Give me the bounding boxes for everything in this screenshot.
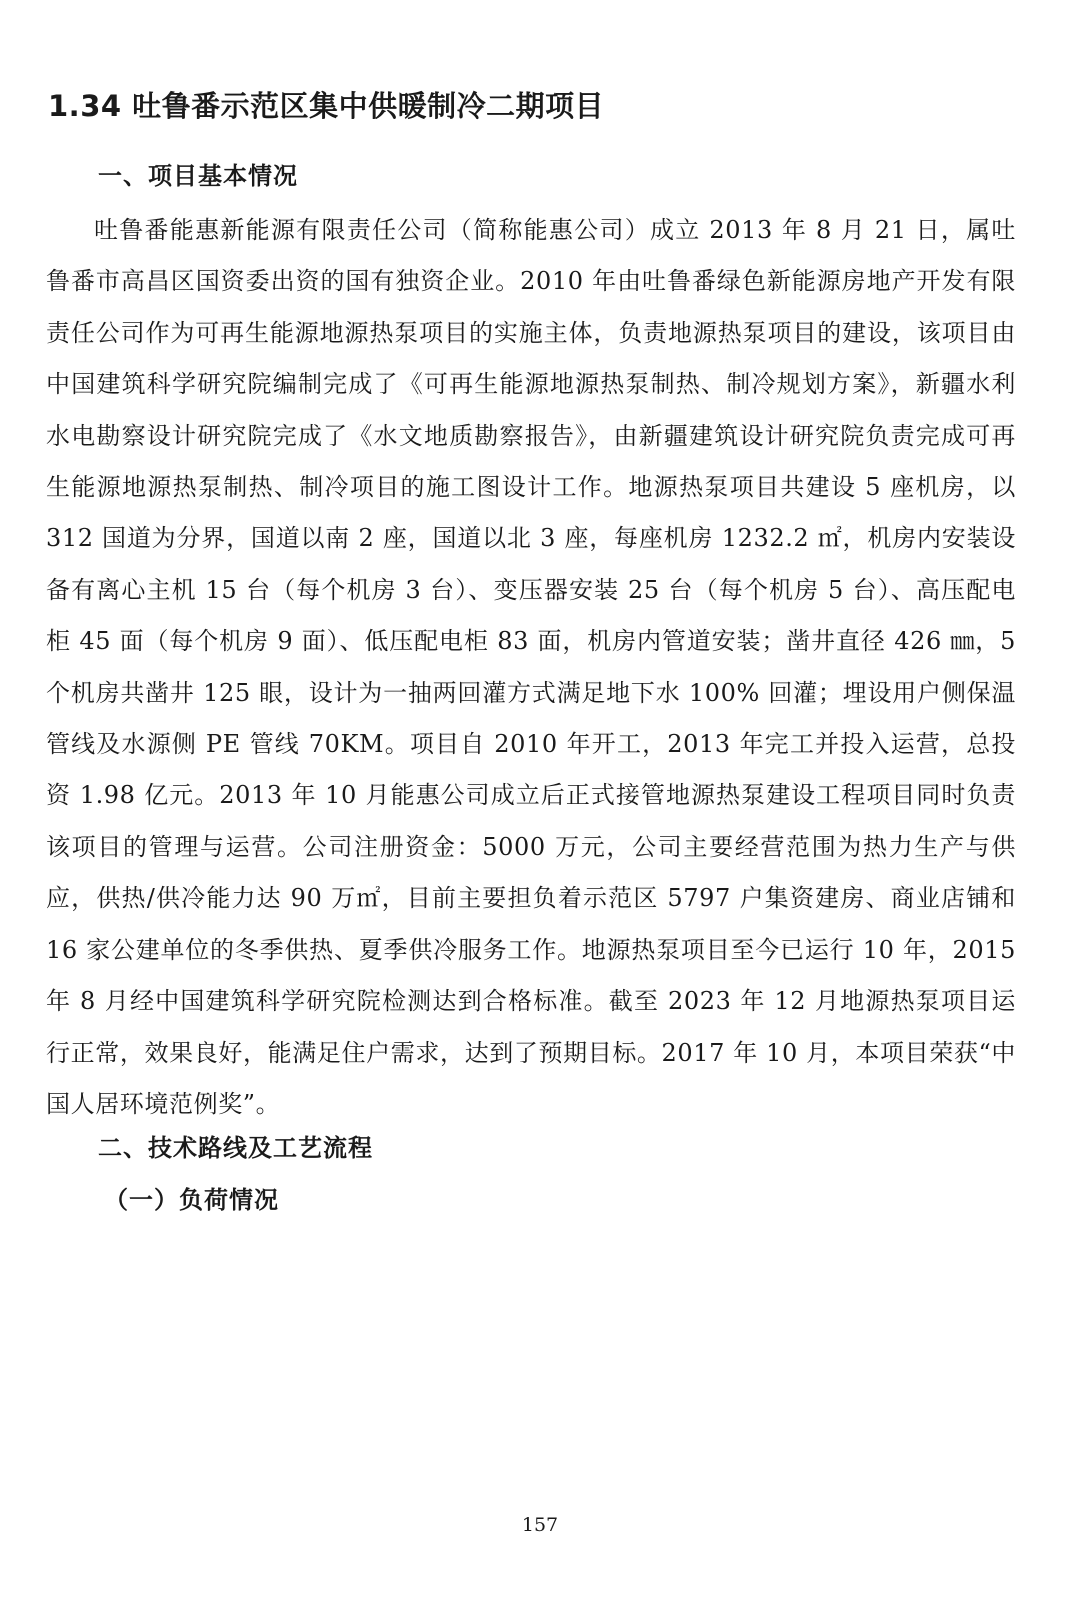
section-title: 1.34 吐鲁番示范区集中供暖制冷二期项目 bbox=[48, 89, 605, 123]
body-paragraph: 吐鲁番能惠新能源有限责任公司（简称能惠公司）成立 2013 年 8 月 21 日，属吐鲁番市高昌区国资委出资的国有独资企业。2010 年由吐鲁番绿色新能源房地产开发有限责任公司作为可再生能源地源热泵项目的实施主体，负责地源热泵项目的建设，该项目由中国建筑科学研究院编制完成了《可再生能源地源热泵制热、制冷规划方案》，新疆水利水电勘察设计研究院完成了《水文地质勘察报告》，由新疆建筑设计研究院负责完成可再生能源地源热泵制热、制冷项目的施工图设计工作。地源热泵项目共建设 5 座机房，以 312 国道为分界，国道以南 2 座，国道以北 3 座，每座机房 1232.2 ㎡，机房内安装设备有离心主机 15 台（每个机房 3 台）、变压器安装 25 台（每个机房 5 台）、高压配电柜 45 面（每个机房 9 面）、低压配电柜 83 面，机房内管道安装；凿井直径 426 ㎜，5 个机房共凿井 125 眼，设计为一抽两回灌方式满足地下水 100% 回灌；埋设用户侧保温管线及水源侧 PE 管线 70KM。项目自 2010 年开工，2013 年完工并投入运营，总投资 1.98 亿元。2013 年 10 月能惠公司成立后正式接管地源热泵建设工程项目同时负责该项目的管理与运营。公司注册资金：5000 万元，公司主要经营范围为热力生产与供应，供热/供冷能力达 90 万㎡，目前主要担负着示范区 5797 户集资建房、商业店铺和 16 家公建单位的冬季供热、夏季供冷服务工作。地源热泵项目至今已运行 10 年，2015 年 8 月经中国建筑科学研究院检测达到合格标准。截至 2023 年 12 月地源热泵项目运行正常，效果良好，能满足住户需求，达到了预期目标。2017 年 10 月，本项目荣获“中国人居环境范例奖”。 bbox=[46, 216, 1016, 1118]
sub-heading-load: （一）负荷情况 bbox=[104, 1185, 279, 1214]
page-number: 157 bbox=[521, 1514, 559, 1536]
heading-technical-route: 二、技术路线及工艺流程 bbox=[98, 1134, 373, 1162]
heading-basic-info: 一、项目基本情况 bbox=[98, 162, 298, 190]
